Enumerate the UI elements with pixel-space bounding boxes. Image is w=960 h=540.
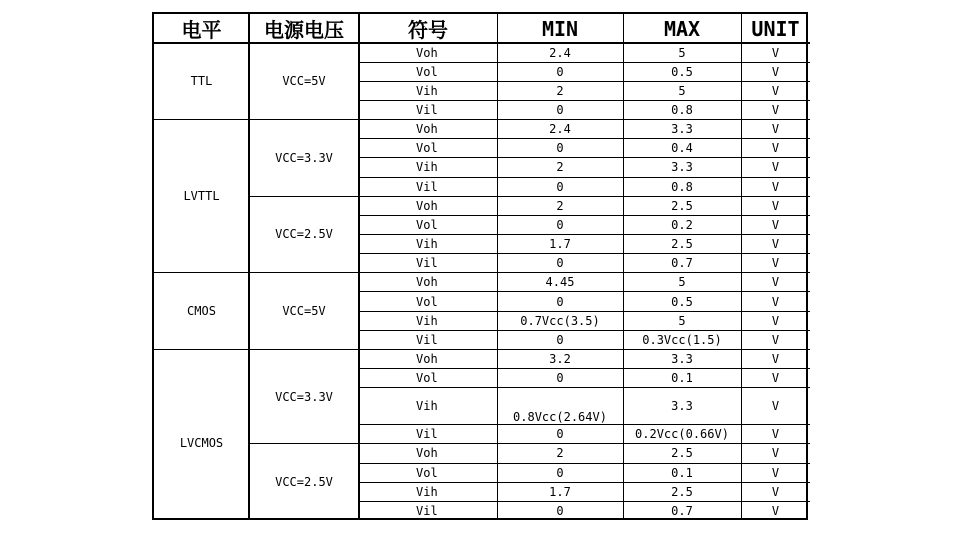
max-cell: 0.8 [671, 179, 693, 194]
min-cell: 0 [556, 103, 564, 117]
symbol-cell: Voh [416, 351, 438, 366]
symbol-cell: Voh [416, 446, 438, 461]
level-name-cell: LVCMOS [179, 436, 224, 451]
min-cell: 0 [556, 179, 564, 194]
max-cell: 5 [678, 83, 686, 98]
unit-cell: V [771, 427, 780, 442]
max-cell: 0.4 [671, 141, 693, 156]
symbol-cell: Vol [416, 141, 438, 156]
grid-line-v [358, 14, 360, 520]
unit-cell: V [771, 103, 780, 117]
max-cell: 0.3Vcc(1.5) [642, 332, 722, 347]
unit-cell: V [771, 141, 780, 156]
unit-cell: V [771, 465, 780, 480]
supply-voltage-cell: VCC=2.5V [275, 475, 333, 490]
symbol-cell: Voh [416, 198, 438, 213]
max-cell: 0.2Vcc(0.66V) [635, 427, 729, 442]
grid-line-v [248, 14, 250, 520]
min-cell: 0 [556, 427, 564, 442]
min-cell: 2.4 [549, 45, 571, 60]
unit-cell: V [771, 179, 780, 194]
unit-cell: V [771, 275, 780, 290]
unit-cell: V [771, 484, 780, 499]
max-cell: 5 [678, 313, 686, 328]
column-header: MIN [541, 16, 579, 41]
min-cell: 2 [556, 198, 564, 213]
symbol-cell: Vil [416, 332, 438, 347]
max-cell: 2.5 [671, 446, 693, 461]
unit-cell: V [771, 198, 780, 213]
min-cell: 2 [556, 446, 564, 461]
column-header: 符号 [408, 18, 448, 42]
supply-voltage-cell: VCC=2.5V [275, 227, 333, 242]
unit-cell: V [771, 256, 780, 271]
symbol-cell: Vol [416, 371, 438, 386]
min-cell: 0.7Vcc(3.5) [520, 313, 600, 328]
supply-voltage-cell: VCC=5V [282, 74, 326, 89]
column-header: 电平 [181, 18, 222, 42]
column-header: 电源电压 [264, 18, 344, 42]
min-cell: 0 [556, 332, 564, 347]
unit-cell: V [771, 332, 780, 347]
max-cell: 0.7 [671, 256, 693, 271]
unit-cell: V [771, 503, 780, 518]
symbol-cell: Vil [416, 503, 438, 518]
unit-cell: V [771, 83, 780, 98]
unit-cell: V [771, 399, 780, 414]
level-name-cell: LVTTL [183, 189, 220, 204]
column-header: UNIT [751, 16, 800, 41]
max-cell: 5 [678, 275, 686, 290]
max-cell: 3.3 [671, 351, 693, 366]
symbol-cell: Vil [416, 256, 438, 271]
unit-cell: V [771, 64, 780, 79]
min-cell: 0 [556, 465, 564, 480]
max-cell: 0.7 [671, 503, 693, 518]
max-cell: 3.3 [671, 399, 693, 414]
max-cell: 3.3 [671, 122, 693, 137]
max-cell: 2.5 [671, 237, 693, 252]
symbol-cell: Vih [416, 399, 438, 414]
unit-cell: V [771, 313, 780, 328]
max-cell: 5 [678, 45, 686, 60]
symbol-cell: Vil [416, 179, 438, 194]
max-cell: 3.3 [671, 160, 693, 175]
unit-cell: V [771, 371, 780, 386]
column-header: MAX [663, 16, 701, 41]
min-cell: 3.2 [549, 351, 571, 366]
symbol-cell: Vih [416, 160, 438, 175]
symbol-cell: Vih [416, 237, 438, 252]
supply-voltage-cell: VCC=3.3V [275, 389, 333, 404]
max-cell: 0.1 [671, 465, 693, 480]
max-cell: 2.5 [671, 484, 693, 499]
min-cell: 0 [556, 141, 564, 156]
unit-cell: V [771, 217, 780, 232]
max-cell: 2.5 [671, 198, 693, 213]
max-cell: 0.1 [671, 371, 693, 386]
grid-line-v [623, 14, 624, 520]
symbol-cell: Vih [416, 83, 438, 98]
symbol-cell: Vol [416, 465, 438, 480]
min-cell: 0 [556, 294, 564, 309]
min-cell: 0 [556, 503, 564, 518]
min-cell: 0 [556, 64, 564, 79]
unit-cell: V [771, 351, 780, 366]
unit-cell: V [771, 294, 780, 309]
level-name-cell: CMOS [187, 304, 216, 319]
symbol-cell: Vil [416, 103, 438, 117]
logic-level-table [152, 12, 808, 520]
symbol-cell: Vil [416, 427, 438, 442]
unit-cell: V [771, 122, 780, 137]
min-cell: 2 [556, 83, 564, 98]
min-cell: 0.8Vcc(2.64V) [513, 409, 607, 424]
symbol-cell: Voh [416, 275, 438, 290]
symbol-cell: Voh [416, 45, 438, 60]
symbol-cell: Vol [416, 64, 438, 79]
symbol-cell: Vih [416, 313, 438, 328]
min-cell: 0 [556, 217, 564, 232]
min-cell: 1.7 [549, 484, 571, 499]
min-cell: 0 [556, 256, 564, 271]
unit-cell: V [771, 160, 780, 175]
max-cell: 0.8 [671, 103, 693, 117]
unit-cell: V [771, 446, 780, 461]
grid-line-v [741, 14, 742, 520]
max-cell: 0.2 [671, 217, 693, 232]
unit-cell: V [771, 45, 780, 60]
symbol-cell: Vih [416, 484, 438, 499]
grid-line-v [497, 14, 498, 520]
symbol-cell: Vol [416, 294, 438, 309]
min-cell: 2.4 [549, 122, 571, 137]
unit-cell: V [771, 237, 780, 252]
min-cell: 2 [556, 160, 564, 175]
supply-voltage-cell: VCC=5V [282, 304, 326, 319]
min-cell: 1.7 [549, 237, 571, 252]
supply-voltage-cell: VCC=3.3V [275, 150, 333, 165]
level-name-cell: TTL [190, 74, 213, 89]
symbol-cell: Vol [416, 217, 438, 232]
min-cell: 0 [556, 371, 564, 386]
symbol-cell: Voh [416, 122, 438, 137]
max-cell: 0.5 [671, 294, 693, 309]
max-cell: 0.5 [671, 64, 693, 79]
min-cell: 4.45 [545, 275, 575, 290]
